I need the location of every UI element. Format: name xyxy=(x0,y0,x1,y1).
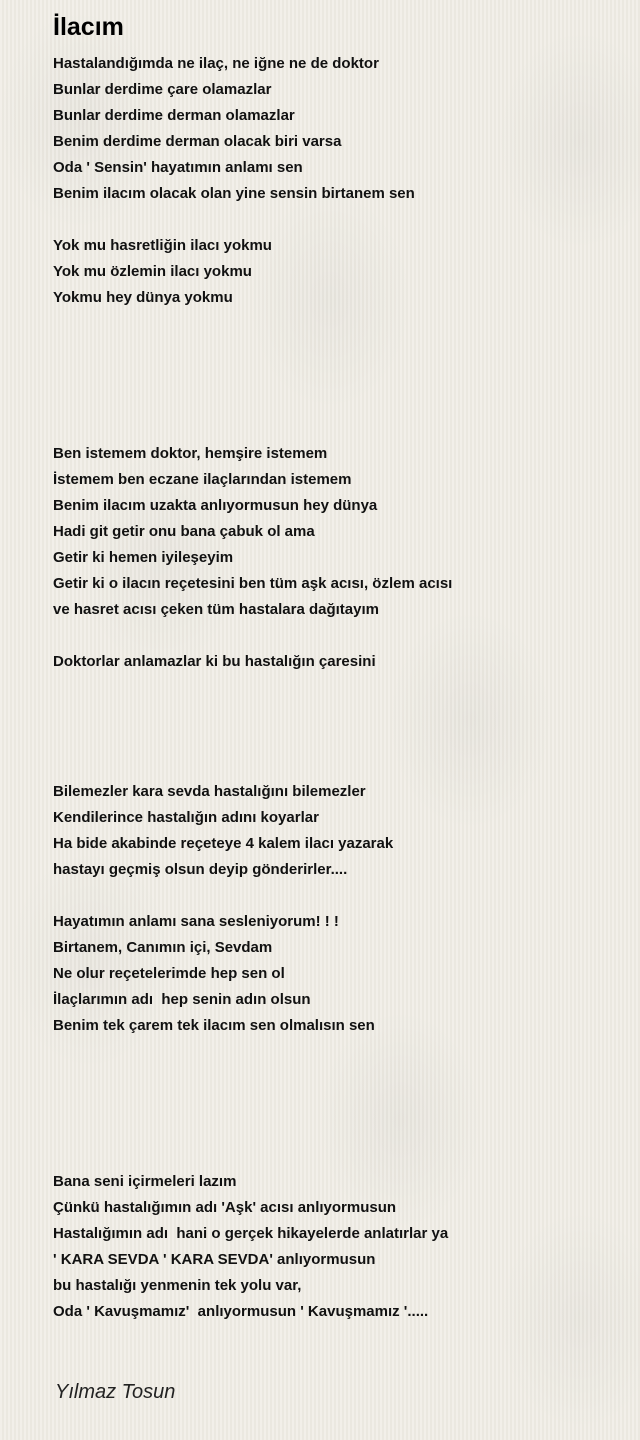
poem-line: Oda ' Kavuşmamız' anlıyormusun ' Kavuşmamız '..... xyxy=(53,1303,429,1320)
poem-line xyxy=(53,311,613,337)
poem-line: ve hasret acısı çeken tüm hastalara dağıtayım xyxy=(53,601,379,618)
poem-line: İlaçlarımın adı hep senin adın olsun xyxy=(53,991,311,1008)
poem-line: Bunlar derdime derman olamazlar xyxy=(53,107,295,124)
poem-line: Ha bide akabinde reçeteye 4 kalem ilacı yazarak xyxy=(53,835,394,852)
poem-line: Doktorlar anlamazlar ki bu hastalığın çaresini xyxy=(53,653,376,670)
poem-line: Ne olur reçetelerimde hep sen ol xyxy=(53,965,285,982)
poem-line: Getir ki o ilacın reçetesini ben tüm aşk acısı, özlem acısı xyxy=(53,575,453,592)
poem-line xyxy=(53,1065,613,1091)
poem-line: Yokmu hey dünya yokmu xyxy=(53,289,233,306)
poem-line: Benim ilacım uzakta anlıyormusun hey dünya xyxy=(53,497,378,514)
poem-line: Kendilerince hastalığın adını koyarlar xyxy=(53,809,319,826)
poem-line: Hadi git getir onu bana çabuk ol ama xyxy=(53,523,315,540)
poem-line xyxy=(53,389,613,415)
poem-body xyxy=(53,51,613,1325)
poem-line: Yok mu hasretliğin ilacı yokmu xyxy=(53,237,272,254)
poem-title: İlacım xyxy=(53,13,124,41)
poem-line: Hastalandığımda ne ilaç, ne iğne ne de doktor xyxy=(53,55,379,72)
poem-line xyxy=(53,753,613,779)
poem-line: Hastalığımın adı hani o gerçek hikayelerde anlatırlar ya xyxy=(53,1225,449,1242)
poem-line: Yok mu özlemin ilacı yokmu xyxy=(53,263,252,280)
poem-line xyxy=(53,623,613,649)
poem-line: Ben istemem doktor, hemşire istemem xyxy=(53,445,328,462)
poem-line xyxy=(53,1039,613,1065)
poem-line xyxy=(53,1143,613,1169)
poem-line: Benim tek çarem tek ilacım sen olmalısın sen xyxy=(53,1017,375,1034)
poem-line: bu hastalığı yenmenin tek yolu var, xyxy=(53,1277,302,1294)
poem-line xyxy=(53,1117,613,1143)
poem-line: Bunlar derdime çare olamazlar xyxy=(53,81,272,98)
poem-line xyxy=(53,727,613,753)
poem-line: Bana seni içirmeleri lazım xyxy=(53,1173,237,1190)
poem-line: Hayatımın anlamı sana sesleniyorum! ! ! xyxy=(53,913,339,930)
poem-line: Bilemezler kara sevda hastalığını bilemezler xyxy=(53,783,366,800)
poem-line: Benim derdime derman olacak biri varsa xyxy=(53,133,342,150)
poem-line xyxy=(53,363,613,389)
poem-line: hastayı geçmiş olsun deyip gönderirler.... xyxy=(53,861,348,878)
poem-line: Benim ilacım olacak olan yine sensin birtanem sen xyxy=(53,185,415,202)
poem-line: Oda ' Sensin' hayatımın anlamı sen xyxy=(53,159,303,176)
poem-line xyxy=(53,675,613,701)
poem-line xyxy=(53,415,613,441)
poem-line xyxy=(53,883,613,909)
poem-line: Getir ki hemen iyileşeyim xyxy=(53,549,234,566)
poem-line xyxy=(53,207,613,233)
poem-line: Çünkü hastalığımın adı 'Aşk' acısı anlıyormusun xyxy=(53,1199,397,1216)
poem-line: İstemem ben eczane ilaçlarından istemem xyxy=(53,471,352,488)
poem-author: Yılmaz Tosun xyxy=(55,1381,176,1403)
poem-line xyxy=(53,701,613,727)
poem-line: ' KARA SEVDA ' KARA SEVDA' anlıyormusun xyxy=(53,1251,376,1268)
poem-line xyxy=(53,1091,613,1117)
poem-line: Birtanem, Canımın içi, Sevdam xyxy=(53,939,273,956)
poem-line xyxy=(53,337,613,363)
